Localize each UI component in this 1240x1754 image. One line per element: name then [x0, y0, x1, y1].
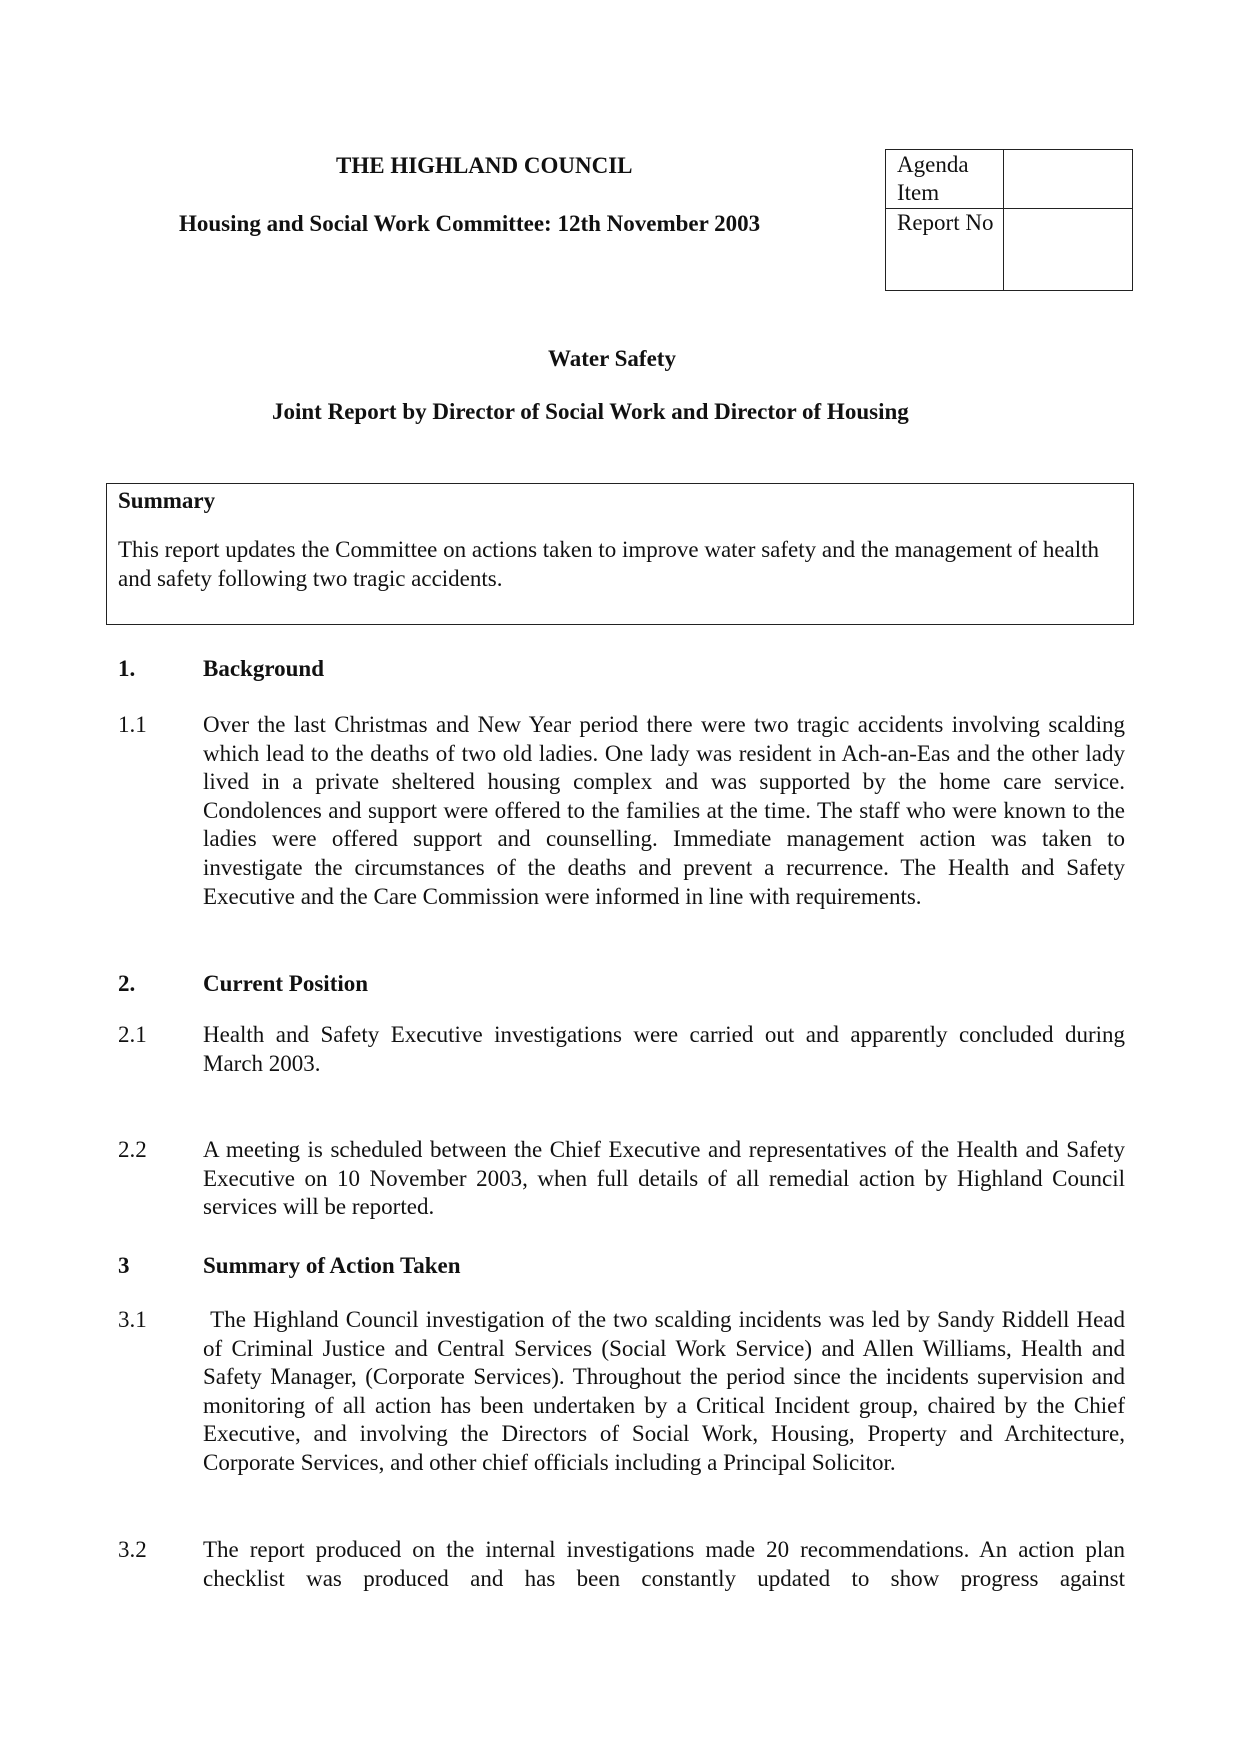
section-2-heading: Current Position [203, 971, 369, 996]
agenda-report-table [885, 149, 1133, 291]
report-subtitle: Joint Report by Director of Social Work and Director of Housing [272, 399, 909, 424]
summary-box [106, 483, 1134, 625]
table-divider-vertical [1003, 150, 1004, 290]
paragraph-2-1-text: Health and Safety Executive investigations were carried out and apparently concluded during March 2003. [203, 1022, 1125, 1076]
report-title: Water Safety [548, 346, 676, 371]
paragraph-2-2-text: A meeting is scheduled between the Chief Executive and representatives of the Health and Safety Executive on 10 November 2003, when full details of all remedial action by Highland Council services will be reported. [203, 1137, 1125, 1220]
agenda-item-label: Agenda Item [897, 152, 969, 205]
paragraph-2-1-number: 2.1 [118, 1022, 147, 1047]
section-1-heading: Background [203, 656, 325, 681]
section-3-heading: Summary of Action Taken [203, 1253, 461, 1278]
paragraph-3-2-text: The report produced on the internal investigations made 20 recommendations. An action plan checklist was produced and has been constantly updated to show progress against [203, 1537, 1125, 1591]
section-2-number: 2. [118, 971, 136, 996]
summary-text: This report updates the Committee on actions taken to improve water safety and the management of health and safety following two tragic accidents. [118, 537, 1100, 591]
paragraph-3-2-number: 3.2 [118, 1537, 147, 1562]
summary-heading: Summary [118, 488, 216, 513]
report-no-label: Report No [897, 210, 994, 235]
council-name: THE HIGHLAND COUNCIL [336, 153, 633, 178]
paragraph-1-1-text: Over the last Christmas and New Year period there were two tragic accidents involving scalding which lead to the deaths of two old ladies. One lady was resident in Ach-an-Eas and the other lady lived in a private sheltered housing complex and was supported by the home care service. Condolences and support were offered to the families at the time. The staff who were known to the ladies were offered support and counselling. Immediate management action was taken to investigate the circumstances of the deaths and prevent a recurrence. The Health and Safety Executive and the Care Commission were informed in line with requirements. [203, 712, 1125, 909]
paragraph-3-1-text: The Highland Council investigation of the two scalding incidents was led by Sandy Riddell Head of Criminal Justice and Central Services (Social Work Service) and Allen Williams, Health and Safety Manager, (Corporate Services). Throughout the period since the incidents supervision and monitoring of all action has been undertaken by a Critical Incident group, chaired by the Chief Executive, and involving the Directors of Social Work, Housing, Property and Architecture, Corporate Services, and other chief officials including a Principal Solicitor. [203, 1307, 1131, 1475]
paragraph-1-1-number: 1.1 [118, 712, 147, 737]
paragraph-3-1-number: 3.1 [118, 1307, 147, 1332]
section-1-number: 1. [118, 656, 136, 681]
committee-line: Housing and Social Work Committee: 12th November 2003 [179, 211, 761, 236]
section-3-number: 3 [118, 1253, 130, 1278]
paragraph-2-2-number: 2.2 [118, 1137, 147, 1162]
